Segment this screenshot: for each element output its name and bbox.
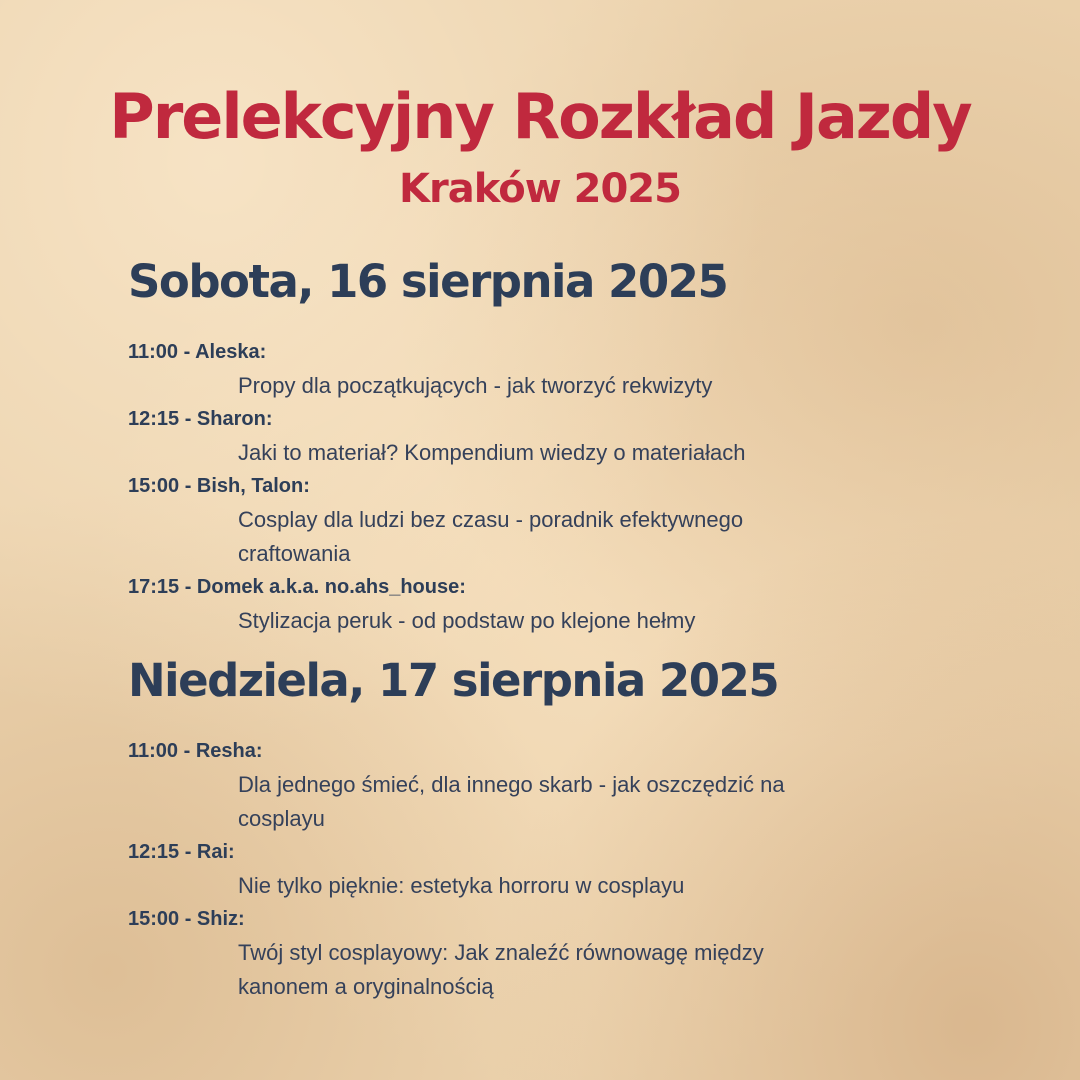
schedule-entry: [128, 903, 928, 1004]
entry-talk-title: Stylizacja peruk - od podstaw po klejone hełmy: [238, 608, 696, 633]
entry-talk-title: Jaki to materiał? Kompendium wiedzy o materiałach: [238, 440, 746, 465]
entry-talk-title: Nie tylko pięknie: estetyka horroru w cosplayu: [238, 873, 685, 898]
entry-time-speaker: 12:15 - Sharon:: [128, 408, 273, 430]
schedule-entry: [128, 403, 928, 470]
entry-time-speaker: 17:15 - Domek a.k.a. no.ahs_house:: [128, 576, 466, 598]
schedule-list-saturday: [128, 336, 928, 638]
day-heading-saturday: Sobota, 16 sierpnia 2025: [128, 255, 728, 308]
page-subtitle: Kraków 2025: [399, 166, 681, 212]
entry-time-speaker: 11:00 - Resha:: [128, 740, 263, 762]
schedule-entry: [128, 336, 928, 403]
entry-time-speaker: 15:00 - Bish, Talon:: [128, 475, 310, 497]
entry-time-speaker: 11:00 - Aleska:: [128, 341, 267, 363]
entry-time-speaker: 15:00 - Shiz:: [128, 908, 245, 930]
entry-talk-title: Propy dla początkujących - jak tworzyć rekwizyty: [238, 373, 713, 398]
schedule-entry: [128, 571, 928, 638]
schedule-list-sunday: [128, 735, 928, 1004]
entry-time-speaker: 12:15 - Rai:: [128, 841, 235, 863]
schedule-entry: [128, 735, 928, 836]
entry-talk-title: Twój styl cosplayowy: Jak znaleźć równowagę między kanonem a oryginalnością: [238, 940, 764, 999]
entry-talk-title: Dla jednego śmieć, dla innego skarb - jak oszczędzić na cosplayu: [238, 772, 785, 831]
entry-talk-title: Cosplay dla ludzi bez czasu - poradnik efektywnego craftowania: [238, 507, 744, 566]
day-heading-sunday: Niedziela, 17 sierpnia 2025: [128, 654, 779, 707]
page-title: Prelekcyjny Rozkład Jazdy: [109, 80, 971, 153]
schedule-entry: [128, 836, 928, 903]
schedule-entry: [128, 470, 928, 571]
